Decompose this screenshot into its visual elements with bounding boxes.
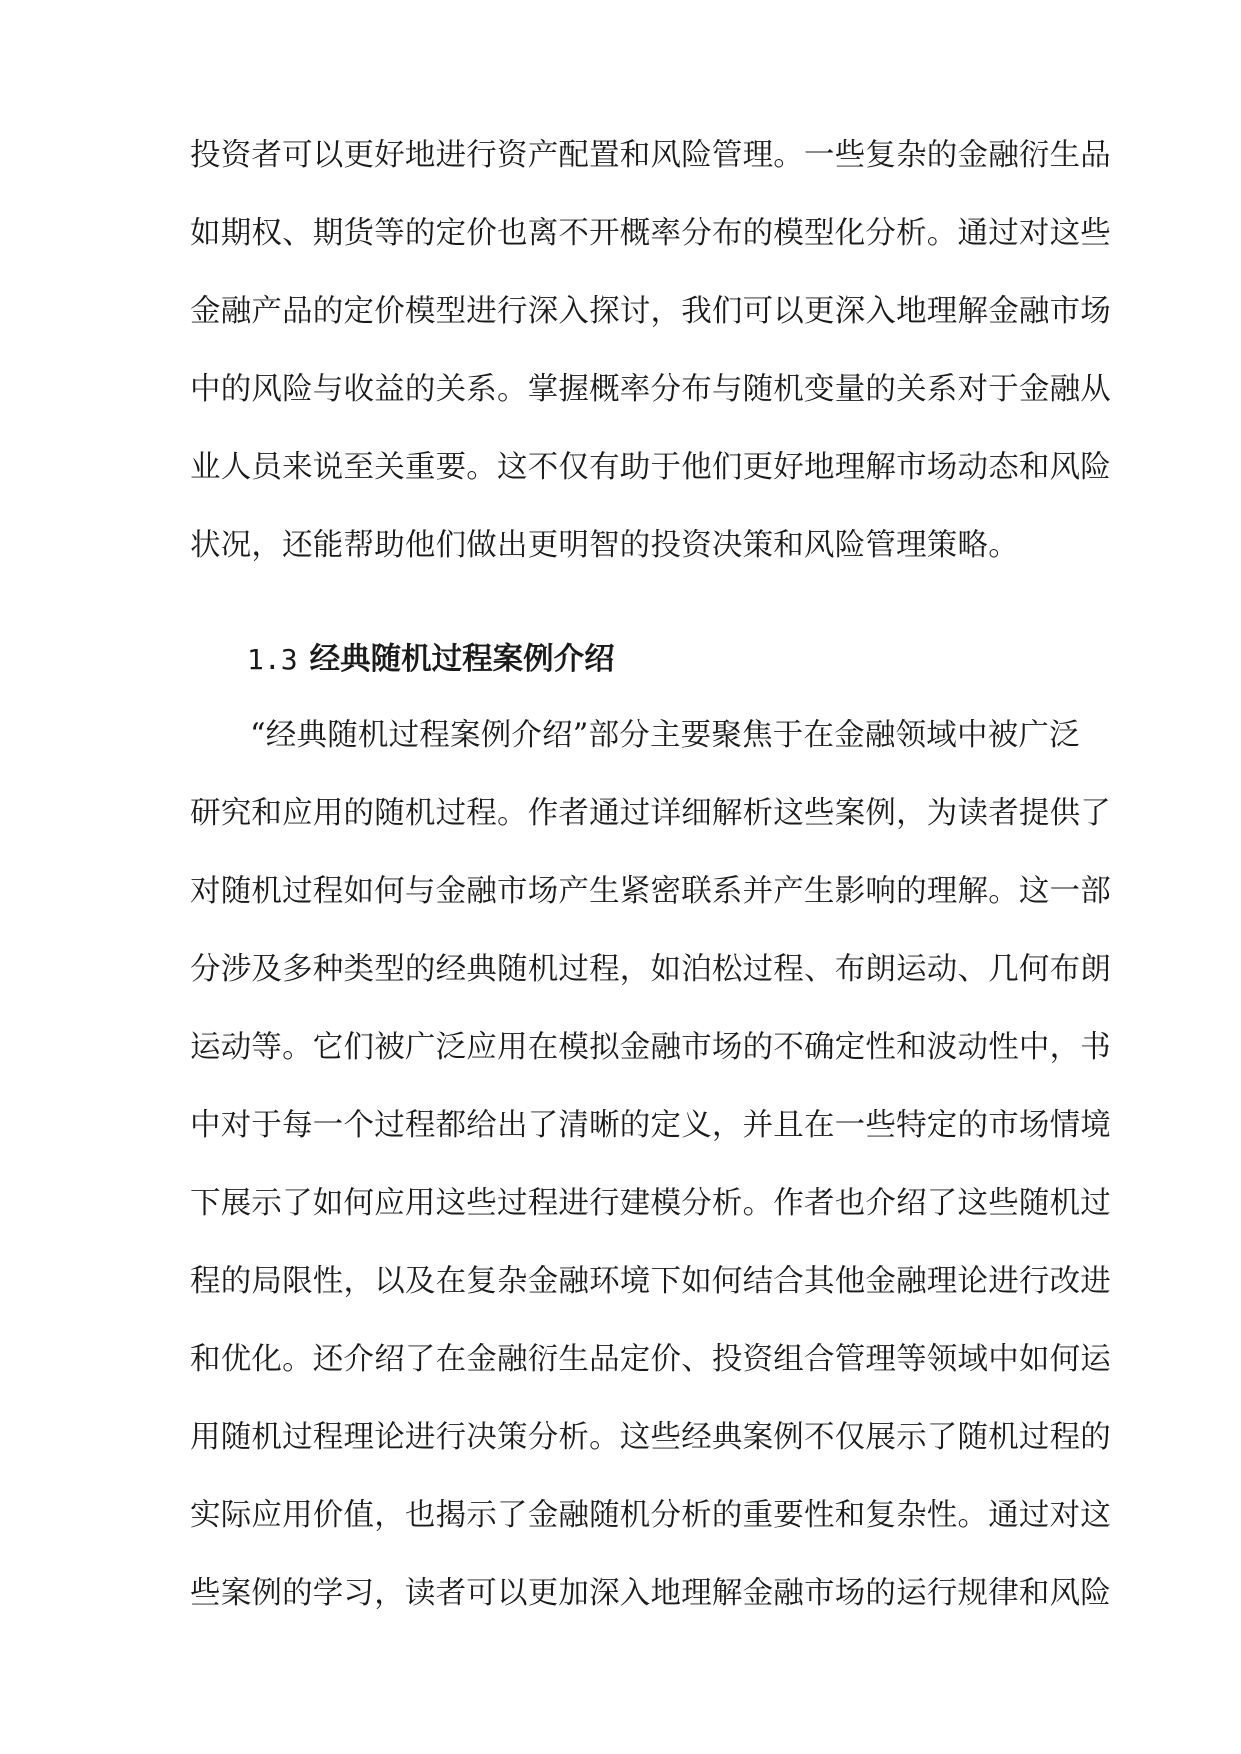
text-line: 程的局限性，以及在复杂金融环境下如何结合其他金融理论进行改进 (190, 1264, 1111, 1299)
text-line: 中对于每一个过程都给出了清晰的定义，并且在一些特定的市场情境 (190, 1108, 1111, 1143)
text-line: 投资者可以更好地进行资产配置和风险管理。一些复杂的金融衍生品 (190, 138, 1111, 173)
text-line: 业人员来说至关重要。这不仅有助于他们更好地理解市场动态和风险 (190, 450, 1111, 485)
text-line: 状况，还能帮助他们做出更明智的投资决策和风险管理策略。 (190, 528, 1019, 563)
text-line: 金融产品的定价模型进行深入探讨，我们可以更深入地理解金融市场 (190, 294, 1111, 329)
text-line: 研究和应用的随机过程。作者通过详细解析这些案例，为读者提供了 (190, 796, 1111, 831)
text-line: 如期权、期货等的定价也离不开概率分布的模型化分析。通过对这些 (190, 216, 1111, 251)
text-line: 对随机过程如何与金融市场产生紧密联系并产生影响的理解。这一部 (190, 874, 1111, 909)
section-number: 1.3 (247, 643, 298, 676)
text-line: 实际应用价值，也揭示了金融随机分析的重要性和复杂性。通过对这 (190, 1498, 1111, 1533)
paragraph-1 (190, 117, 1111, 585)
section-heading (247, 620, 615, 698)
text-line: “经典随机过程案例介绍”部分主要聚焦于在金融领域中被广泛 (250, 718, 1080, 753)
text-line: 些案例的学习，读者可以更加深入地理解金融市场的运行规律和风险 (190, 1576, 1111, 1611)
text-line: 下展示了如何应用这些过程进行建模分析。作者也介绍了这些随机过 (190, 1186, 1111, 1221)
text-line: 和优化。还介绍了在金融衍生品定价、投资组合管理等领域中如何运 (190, 1342, 1111, 1377)
section-title: 经典随机过程案例介绍 (309, 641, 615, 677)
text-line: 用随机过程理论进行决策分析。这些经典案例不仅展示了随机过程的 (190, 1420, 1111, 1455)
text-line: 中的风险与收益的关系。掌握概率分布与随机变量的关系对于金融从 (190, 372, 1111, 407)
text-line: 运动等。它们被广泛应用在模拟金融市场的不确定性和波动性中，书 (190, 1030, 1111, 1065)
paragraph-2 (190, 697, 1111, 1633)
text-line: 分涉及多种类型的经典随机过程，如泊松过程、布朗运动、几何布朗 (190, 952, 1111, 987)
